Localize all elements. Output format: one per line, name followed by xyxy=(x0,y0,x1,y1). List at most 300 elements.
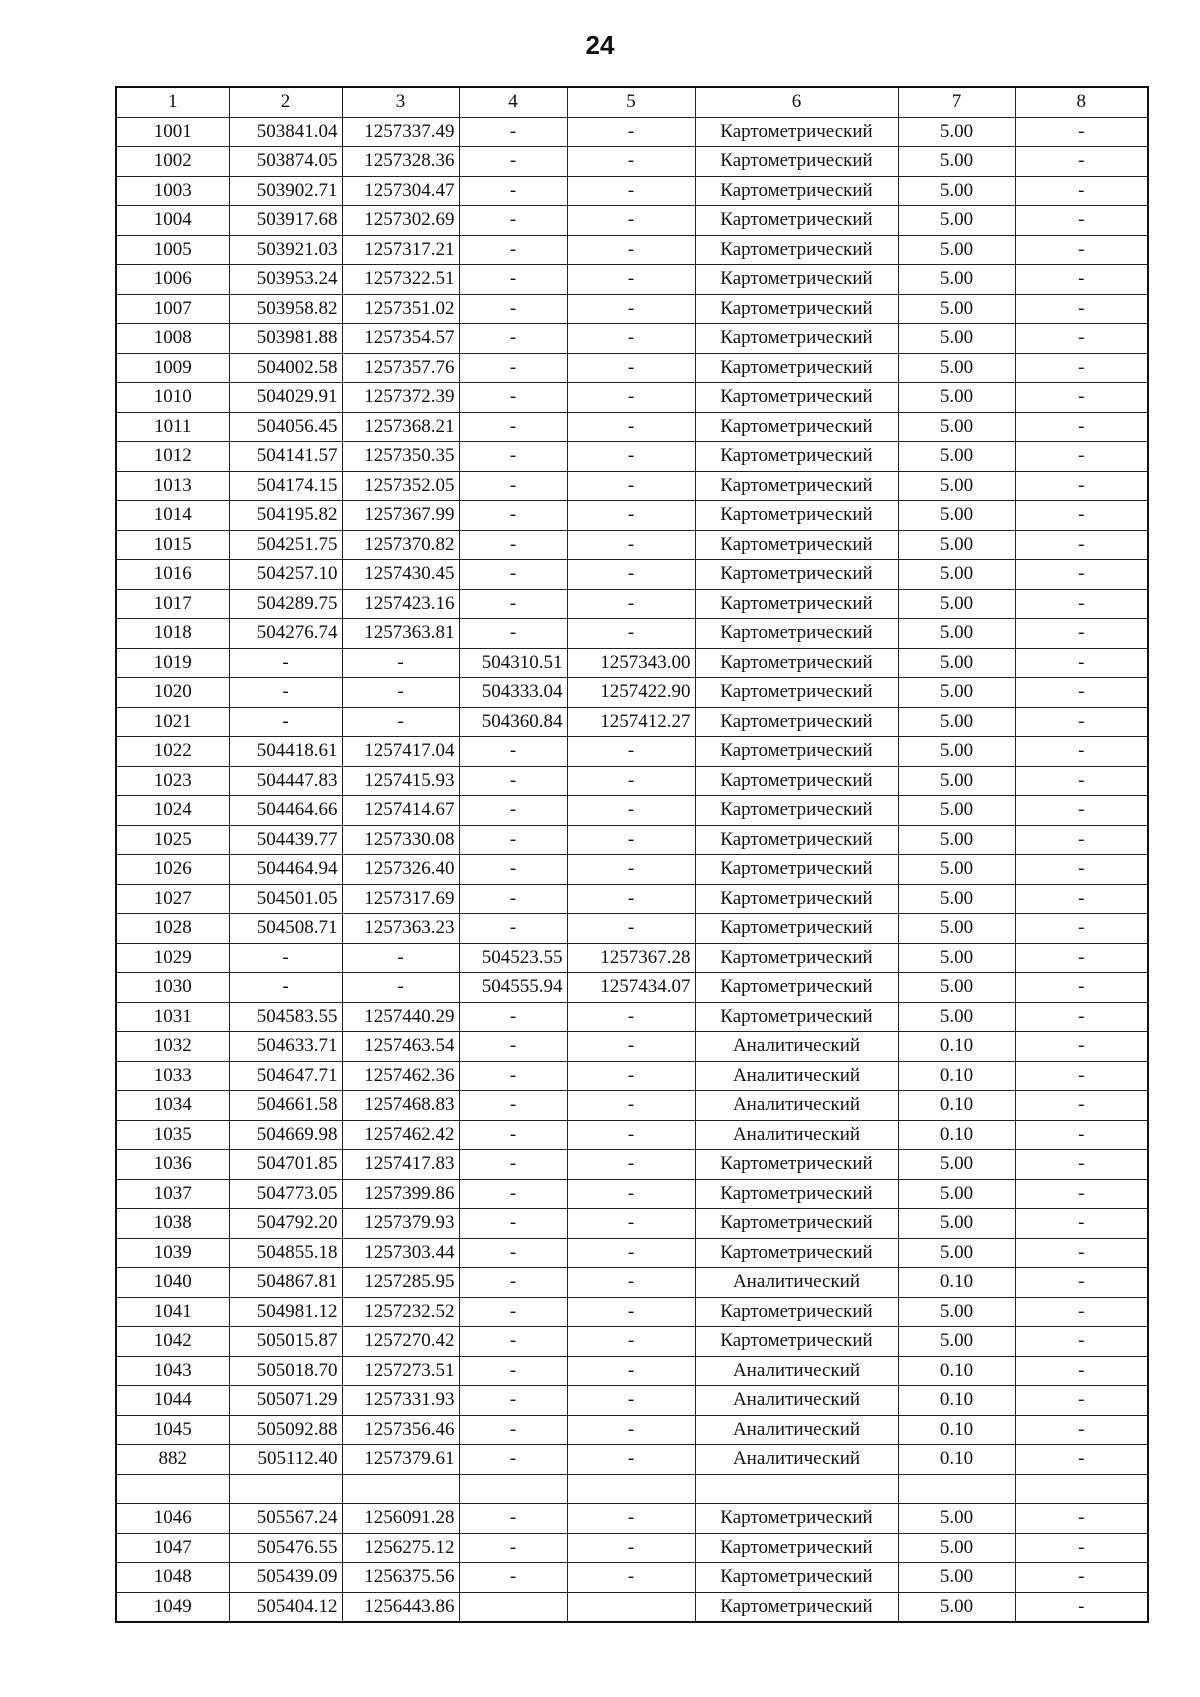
table-row xyxy=(116,1415,1148,1445)
table-row xyxy=(116,117,1148,147)
table-row xyxy=(116,1533,1148,1563)
table-cell-col-8: - xyxy=(1015,265,1148,295)
table-cell-col-6: Аналитический xyxy=(695,1061,898,1091)
table-cell-col-8: - xyxy=(1015,766,1148,796)
table-cell-col-1: 1008 xyxy=(116,324,229,354)
table-cell-col-3: 1257302.69 xyxy=(342,206,459,236)
table-cell-col-6: Аналитический xyxy=(695,1120,898,1150)
table-cell-col-3: 1257363.81 xyxy=(342,619,459,649)
table-cell-col-4: - xyxy=(459,1238,567,1268)
table-cell-col-2: 504501.05 xyxy=(229,884,342,914)
table-cell-col-8: - xyxy=(1015,176,1148,206)
table-cell-col-2: 503981.88 xyxy=(229,324,342,354)
table-cell-col-4: - xyxy=(459,1091,567,1121)
table-cell-col-3: 1257372.39 xyxy=(342,383,459,413)
table-cell-col-4: 504523.55 xyxy=(459,943,567,973)
table-cell-col-4: - xyxy=(459,1150,567,1180)
table-cell-col-8: - xyxy=(1015,412,1148,442)
table-cell-col-8: - xyxy=(1015,1327,1148,1357)
table-cell-col-6: Картометрический xyxy=(695,265,898,295)
table-cell-col-8: - xyxy=(1015,737,1148,767)
table-cell-col-2: 503958.82 xyxy=(229,294,342,324)
table-cell-col-6: Картометрический xyxy=(695,737,898,767)
table-cell-col-7: 0.10 xyxy=(898,1120,1015,1150)
table-cell-col-2: - xyxy=(229,678,342,708)
table-cell-col-6: Картометрический xyxy=(695,796,898,826)
table-cell-col-6: Картометрический xyxy=(695,943,898,973)
table-cell-col-5: - xyxy=(567,1150,695,1180)
table-cell-col-5: - xyxy=(567,147,695,177)
table-cell-col-3: 1257468.83 xyxy=(342,1091,459,1121)
table-row xyxy=(116,1002,1148,1032)
table-cell-col-4: 504333.04 xyxy=(459,678,567,708)
table-row xyxy=(116,1386,1148,1416)
table-cell-col-3: 1257423.16 xyxy=(342,589,459,619)
table-cell-col-4: - xyxy=(459,1504,567,1534)
table-row xyxy=(116,825,1148,855)
table-cell-col-4: - xyxy=(459,235,567,265)
table-cell-col-2: - xyxy=(229,648,342,678)
table-cell-col-6: Картометрический xyxy=(695,1563,898,1593)
table-row xyxy=(116,206,1148,236)
table-cell-col-5: - xyxy=(567,294,695,324)
table-cell-col-2: 505476.55 xyxy=(229,1533,342,1563)
table-cell-col-3: 1256375.56 xyxy=(342,1563,459,1593)
table-cell-col-4: - xyxy=(459,1120,567,1150)
table-cell-col-5: 1257422.90 xyxy=(567,678,695,708)
table-cell-col-8: - xyxy=(1015,973,1148,1003)
table-cell-col-5: - xyxy=(567,471,695,501)
table-cell-col-8: - xyxy=(1015,530,1148,560)
table-cell-col-7: 5.00 xyxy=(898,442,1015,472)
table-cell-col-4: - xyxy=(459,117,567,147)
table-cell-col-7: 5.00 xyxy=(898,1297,1015,1327)
table-cell-col-3: 1257462.36 xyxy=(342,1061,459,1091)
table-cell-col-7: 5.00 xyxy=(898,1238,1015,1268)
table-cell-col-2: 504464.66 xyxy=(229,796,342,826)
table-cell-col-7: 5.00 xyxy=(898,206,1015,236)
column-header-3: 3 xyxy=(342,87,459,117)
table-row xyxy=(116,471,1148,501)
table-cell-col-4: - xyxy=(459,412,567,442)
table-cell-col-3: 1257337.49 xyxy=(342,117,459,147)
table-cell-col-7: 5.00 xyxy=(898,825,1015,855)
table-cell-col-1: 1009 xyxy=(116,353,229,383)
table-cell-col-2: 505018.70 xyxy=(229,1356,342,1386)
table-cell-col-1: 1022 xyxy=(116,737,229,767)
table-cell-col-3: 1257317.69 xyxy=(342,884,459,914)
table-cell-col-6: Аналитический xyxy=(695,1415,898,1445)
table-cell-col-5: - xyxy=(567,530,695,560)
table-cell-col-5: - xyxy=(567,1563,695,1593)
table-cell-col-4: - xyxy=(459,206,567,236)
table-cell-col-3: 1257379.93 xyxy=(342,1209,459,1239)
table-cell-col-7: 0.10 xyxy=(898,1386,1015,1416)
table-row xyxy=(116,383,1148,413)
table-cell-col-1: 1030 xyxy=(116,973,229,1003)
table-cell-col-5: - xyxy=(567,1268,695,1298)
table-cell-col-4: 504310.51 xyxy=(459,648,567,678)
table-cell-col-6: Картометрический xyxy=(695,1150,898,1180)
table-cell-col-2: 504773.05 xyxy=(229,1179,342,1209)
table-cell-col-7: 5.00 xyxy=(898,914,1015,944)
table-row xyxy=(116,973,1148,1003)
table-cell-col-1: 1042 xyxy=(116,1327,229,1357)
table-cell-col-4: - xyxy=(459,1386,567,1416)
table-cell-col-8: - xyxy=(1015,294,1148,324)
table-cell-col-5: - xyxy=(567,737,695,767)
table-cell-col-2: 504174.15 xyxy=(229,471,342,501)
table-cell-col-7: 5.00 xyxy=(898,1504,1015,1534)
table-cell-col-7: 5.00 xyxy=(898,973,1015,1003)
table-cell-col-1: 1001 xyxy=(116,117,229,147)
table-cell-col-1: 1021 xyxy=(116,707,229,737)
table-row xyxy=(116,884,1148,914)
table-cell-col-5: - xyxy=(567,1445,695,1475)
table-cell-col-1: 1044 xyxy=(116,1386,229,1416)
table-cell-col-2: 504867.81 xyxy=(229,1268,342,1298)
table-cell-col-2: 504583.55 xyxy=(229,1002,342,1032)
table-cell-col-8: - xyxy=(1015,501,1148,531)
table-cell-col-6: Картометрический xyxy=(695,973,898,1003)
table-cell-col-8: - xyxy=(1015,442,1148,472)
table-cell-col-7: 0.10 xyxy=(898,1445,1015,1475)
table-cell-col-6: Картометрический xyxy=(695,324,898,354)
table-cell-col-6: Картометрический xyxy=(695,589,898,619)
table-row xyxy=(116,1032,1148,1062)
table-cell-col-4: - xyxy=(459,796,567,826)
table-cell-col-4: - xyxy=(459,442,567,472)
table-cell-col-3: 1257354.57 xyxy=(342,324,459,354)
table-row xyxy=(116,1120,1148,1150)
table-row xyxy=(116,265,1148,295)
table-cell-col-1: 1016 xyxy=(116,560,229,590)
table-cell-col-6: Аналитический xyxy=(695,1268,898,1298)
table-cell-col-7: 5.00 xyxy=(898,324,1015,354)
table-cell-col-2: 505071.29 xyxy=(229,1386,342,1416)
table-cell-col-7: 5.00 xyxy=(898,796,1015,826)
table-cell-col-3: 1257270.42 xyxy=(342,1327,459,1357)
table-cell-col-4 xyxy=(459,1592,567,1622)
table-cell-col-7: 5.00 xyxy=(898,943,1015,973)
table-cell-col-5: - xyxy=(567,235,695,265)
table-cell-col-6: Картометрический xyxy=(695,707,898,737)
table-cell-col-5: - xyxy=(567,796,695,826)
table-cell-col-1: 1015 xyxy=(116,530,229,560)
table-cell-col-2: 504257.10 xyxy=(229,560,342,590)
table-cell-col-6: Картометрический xyxy=(695,1179,898,1209)
table-cell-col-2: 503841.04 xyxy=(229,117,342,147)
table-cell-col-1: 1032 xyxy=(116,1032,229,1062)
table-cell-col-6: Картометрический xyxy=(695,412,898,442)
table-cell-col-2: 504855.18 xyxy=(229,1238,342,1268)
table-cell-col-2: 504418.61 xyxy=(229,737,342,767)
table-cell-col-1: 1018 xyxy=(116,619,229,649)
table-cell-col-3: 1257351.02 xyxy=(342,294,459,324)
table-cell-col-1: 1047 xyxy=(116,1533,229,1563)
table-cell-col-8: - xyxy=(1015,1032,1148,1062)
table-cell-col-8: - xyxy=(1015,235,1148,265)
table-cell-col-1: 1003 xyxy=(116,176,229,206)
table-cell-col-5: - xyxy=(567,1386,695,1416)
table-cell-col-2: 505015.87 xyxy=(229,1327,342,1357)
table-cell-col-7: 5.00 xyxy=(898,265,1015,295)
table-cell-col-3: 1257326.40 xyxy=(342,855,459,885)
table-cell-col-8: - xyxy=(1015,1238,1148,1268)
table-cell-col-7: 0.10 xyxy=(898,1091,1015,1121)
table-cell-col-5: - xyxy=(567,265,695,295)
table-cell-col-2: 504289.75 xyxy=(229,589,342,619)
table-cell-col-8: - xyxy=(1015,796,1148,826)
table-cell-col-3: 1257356.46 xyxy=(342,1415,459,1445)
table-cell-col-4: - xyxy=(459,1415,567,1445)
table-cell-col-5: - xyxy=(567,501,695,531)
table-cell-col-6: Картометрический xyxy=(695,501,898,531)
table-cell-col-7: 5.00 xyxy=(898,353,1015,383)
table-cell-col-4: - xyxy=(459,914,567,944)
table-cell-col-7: 5.00 xyxy=(898,1592,1015,1622)
table-cell-col-3: 1257440.29 xyxy=(342,1002,459,1032)
table-cell-col-6 xyxy=(695,1474,898,1504)
table-cell-col-7: 5.00 xyxy=(898,176,1015,206)
table-cell-col-5: - xyxy=(567,1415,695,1445)
table-cell-col-2: - xyxy=(229,943,342,973)
table-row xyxy=(116,1268,1148,1298)
table-cell-col-6: Картометрический xyxy=(695,619,898,649)
table-cell-col-5 xyxy=(567,1474,695,1504)
table-cell-col-3: 1257399.86 xyxy=(342,1179,459,1209)
table-cell-col-1: 1024 xyxy=(116,796,229,826)
table-cell-col-6: Картометрический xyxy=(695,1327,898,1357)
table-cell-col-8: - xyxy=(1015,855,1148,885)
table-cell-col-4: - xyxy=(459,1061,567,1091)
table-cell-col-8: - xyxy=(1015,353,1148,383)
table-cell-col-2: 504276.74 xyxy=(229,619,342,649)
table-cell-col-2: 504251.75 xyxy=(229,530,342,560)
table-cell-col-1: 1005 xyxy=(116,235,229,265)
table-cell-col-3: 1257303.44 xyxy=(342,1238,459,1268)
table-cell-col-4: - xyxy=(459,1533,567,1563)
table-cell-col-5: - xyxy=(567,884,695,914)
table-body xyxy=(116,117,1148,1622)
table-cell-col-3: 1257232.52 xyxy=(342,1297,459,1327)
table-cell-col-5: - xyxy=(567,176,695,206)
table-cell-col-4: - xyxy=(459,265,567,295)
table-cell-col-2: 504195.82 xyxy=(229,501,342,531)
table-cell-col-6: Картометрический xyxy=(695,766,898,796)
table-cell-col-2: 504633.71 xyxy=(229,1032,342,1062)
table-cell-col-4: - xyxy=(459,383,567,413)
table-cell-col-4: - xyxy=(459,1563,567,1593)
table-cell-col-1: 1004 xyxy=(116,206,229,236)
table-cell-col-8: - xyxy=(1015,1592,1148,1622)
table-cell-col-7: 0.10 xyxy=(898,1268,1015,1298)
table-cell-col-8: - xyxy=(1015,1297,1148,1327)
table-cell-col-3: 1257414.67 xyxy=(342,796,459,826)
table-row xyxy=(116,1563,1148,1593)
table-cell-col-6: Картометрический xyxy=(695,383,898,413)
table-row xyxy=(116,589,1148,619)
table-cell-col-5 xyxy=(567,1592,695,1622)
table-cell-col-5: - xyxy=(567,1179,695,1209)
table-cell-col-7: 5.00 xyxy=(898,1533,1015,1563)
table-cell-col-7: 5.00 xyxy=(898,737,1015,767)
table-cell-col-7: 5.00 xyxy=(898,235,1015,265)
table-cell-col-4: - xyxy=(459,176,567,206)
table-cell-col-6: Картометрический xyxy=(695,530,898,560)
table-cell-col-5: - xyxy=(567,1032,695,1062)
table-cell-col-3: 1257317.21 xyxy=(342,235,459,265)
table-cell-col-8: - xyxy=(1015,1268,1148,1298)
table-cell-col-1: 1023 xyxy=(116,766,229,796)
table-cell-col-8: - xyxy=(1015,1563,1148,1593)
table-cell-col-5: - xyxy=(567,1061,695,1091)
table-cell-col-4: - xyxy=(459,560,567,590)
table-row xyxy=(116,530,1148,560)
table-cell-col-8: - xyxy=(1015,678,1148,708)
table-row xyxy=(116,1474,1148,1504)
table-cell-col-4: - xyxy=(459,353,567,383)
table-cell-col-1: 1019 xyxy=(116,648,229,678)
table-cell-col-4: - xyxy=(459,530,567,560)
table-cell-col-4: - xyxy=(459,884,567,914)
table-cell-col-6: Картометрический xyxy=(695,471,898,501)
table-cell-col-7: 5.00 xyxy=(898,766,1015,796)
table-cell-col-3: 1257415.93 xyxy=(342,766,459,796)
table-cell-col-7: 5.00 xyxy=(898,1002,1015,1032)
table-cell-col-2: 504701.85 xyxy=(229,1150,342,1180)
table-row xyxy=(116,914,1148,944)
table-cell-col-2: 503921.03 xyxy=(229,235,342,265)
table-cell-col-1: 1043 xyxy=(116,1356,229,1386)
table-cell-col-8: - xyxy=(1015,648,1148,678)
table-cell-col-4: - xyxy=(459,1297,567,1327)
table-cell-col-5: 1257343.00 xyxy=(567,648,695,678)
table-cell-col-3: 1256443.86 xyxy=(342,1592,459,1622)
table-cell-col-2: 505092.88 xyxy=(229,1415,342,1445)
table-cell-col-1: 1002 xyxy=(116,147,229,177)
table-cell-col-1: 1046 xyxy=(116,1504,229,1534)
table-cell-col-7: 5.00 xyxy=(898,855,1015,885)
table-cell-col-5: - xyxy=(567,1120,695,1150)
table-cell-col-2: 503917.68 xyxy=(229,206,342,236)
table-cell-col-3: 1257367.99 xyxy=(342,501,459,531)
table-cell-col-1: 1037 xyxy=(116,1179,229,1209)
table-cell-col-1: 1045 xyxy=(116,1415,229,1445)
column-header-6: 6 xyxy=(695,87,898,117)
table-cell-col-5: - xyxy=(567,206,695,236)
table-row xyxy=(116,1504,1148,1534)
column-header-8: 8 xyxy=(1015,87,1148,117)
table-cell-col-3: 1257330.08 xyxy=(342,825,459,855)
table-cell-col-8: - xyxy=(1015,619,1148,649)
table-cell-col-3: - xyxy=(342,943,459,973)
table-cell-col-6: Картометрический xyxy=(695,1504,898,1534)
table-cell-col-1: 1017 xyxy=(116,589,229,619)
table-cell-col-4: - xyxy=(459,1327,567,1357)
table-row xyxy=(116,1356,1148,1386)
table-cell-col-7: 5.00 xyxy=(898,560,1015,590)
table-cell-col-2: 505439.09 xyxy=(229,1563,342,1593)
table-cell-col-2: 504447.83 xyxy=(229,766,342,796)
table-cell-col-3: 1257379.61 xyxy=(342,1445,459,1475)
table-cell-col-7: 5.00 xyxy=(898,678,1015,708)
table-cell-col-8: - xyxy=(1015,471,1148,501)
column-header-1: 1 xyxy=(116,87,229,117)
table-row xyxy=(116,737,1148,767)
table-cell-col-8: - xyxy=(1015,1091,1148,1121)
table-row xyxy=(116,176,1148,206)
table-cell-col-6: Картометрический xyxy=(695,825,898,855)
table-cell-col-5: - xyxy=(567,383,695,413)
table-cell-col-1: 1031 xyxy=(116,1002,229,1032)
table-cell-col-3: 1257462.42 xyxy=(342,1120,459,1150)
table-cell-col-6: Картометрический xyxy=(695,1238,898,1268)
table-cell-col-8: - xyxy=(1015,1209,1148,1239)
table-cell-col-1: 1025 xyxy=(116,825,229,855)
table-row xyxy=(116,147,1148,177)
table-cell-col-3: 1257331.93 xyxy=(342,1386,459,1416)
table-row xyxy=(116,1061,1148,1091)
table-cell-col-4: - xyxy=(459,501,567,531)
table-row xyxy=(116,1327,1148,1357)
table-row xyxy=(116,324,1148,354)
table-cell-col-5: - xyxy=(567,825,695,855)
table-cell-col-2: 503902.71 xyxy=(229,176,342,206)
table-cell-col-5: - xyxy=(567,589,695,619)
table-cell-col-5: - xyxy=(567,442,695,472)
table-cell-col-5: - xyxy=(567,855,695,885)
table-cell-col-4: - xyxy=(459,1179,567,1209)
table-cell-col-6: Картометрический xyxy=(695,235,898,265)
table-cell-col-7: 5.00 xyxy=(898,117,1015,147)
table-cell-col-2: - xyxy=(229,707,342,737)
table-cell-col-2 xyxy=(229,1474,342,1504)
table-cell-col-8: - xyxy=(1015,943,1148,973)
table-cell-col-8: - xyxy=(1015,707,1148,737)
table-cell-col-5: - xyxy=(567,1297,695,1327)
column-header-4: 4 xyxy=(459,87,567,117)
table-cell-col-4: 504360.84 xyxy=(459,707,567,737)
table-row xyxy=(116,235,1148,265)
table-row xyxy=(116,353,1148,383)
table-cell-col-5: - xyxy=(567,353,695,383)
table-cell-col-8: - xyxy=(1015,1415,1148,1445)
table-cell-col-7 xyxy=(898,1474,1015,1504)
table-cell-col-3: 1257273.51 xyxy=(342,1356,459,1386)
table-cell-col-3: - xyxy=(342,648,459,678)
table-cell-col-8: - xyxy=(1015,206,1148,236)
table-cell-col-1: 1007 xyxy=(116,294,229,324)
table-cell-col-2: 504002.58 xyxy=(229,353,342,383)
table-cell-col-5: 1257367.28 xyxy=(567,943,695,973)
table-cell-col-6: Картометрический xyxy=(695,560,898,590)
table-cell-col-5: - xyxy=(567,324,695,354)
column-header-2: 2 xyxy=(229,87,342,117)
table-cell-col-7: 5.00 xyxy=(898,471,1015,501)
table-cell-col-1: 1020 xyxy=(116,678,229,708)
table-cell-col-7: 0.10 xyxy=(898,1032,1015,1062)
table-cell-col-8: - xyxy=(1015,914,1148,944)
table-cell-col-5: 1257434.07 xyxy=(567,973,695,1003)
table-cell-col-2: 504141.57 xyxy=(229,442,342,472)
table-cell-col-8: - xyxy=(1015,1445,1148,1475)
table-cell-col-8: - xyxy=(1015,324,1148,354)
table-cell-col-6: Картометрический xyxy=(695,1002,898,1032)
table-cell-col-6: Картометрический xyxy=(695,176,898,206)
table-cell-col-2: 504981.12 xyxy=(229,1297,342,1327)
table-cell-col-7: 5.00 xyxy=(898,589,1015,619)
